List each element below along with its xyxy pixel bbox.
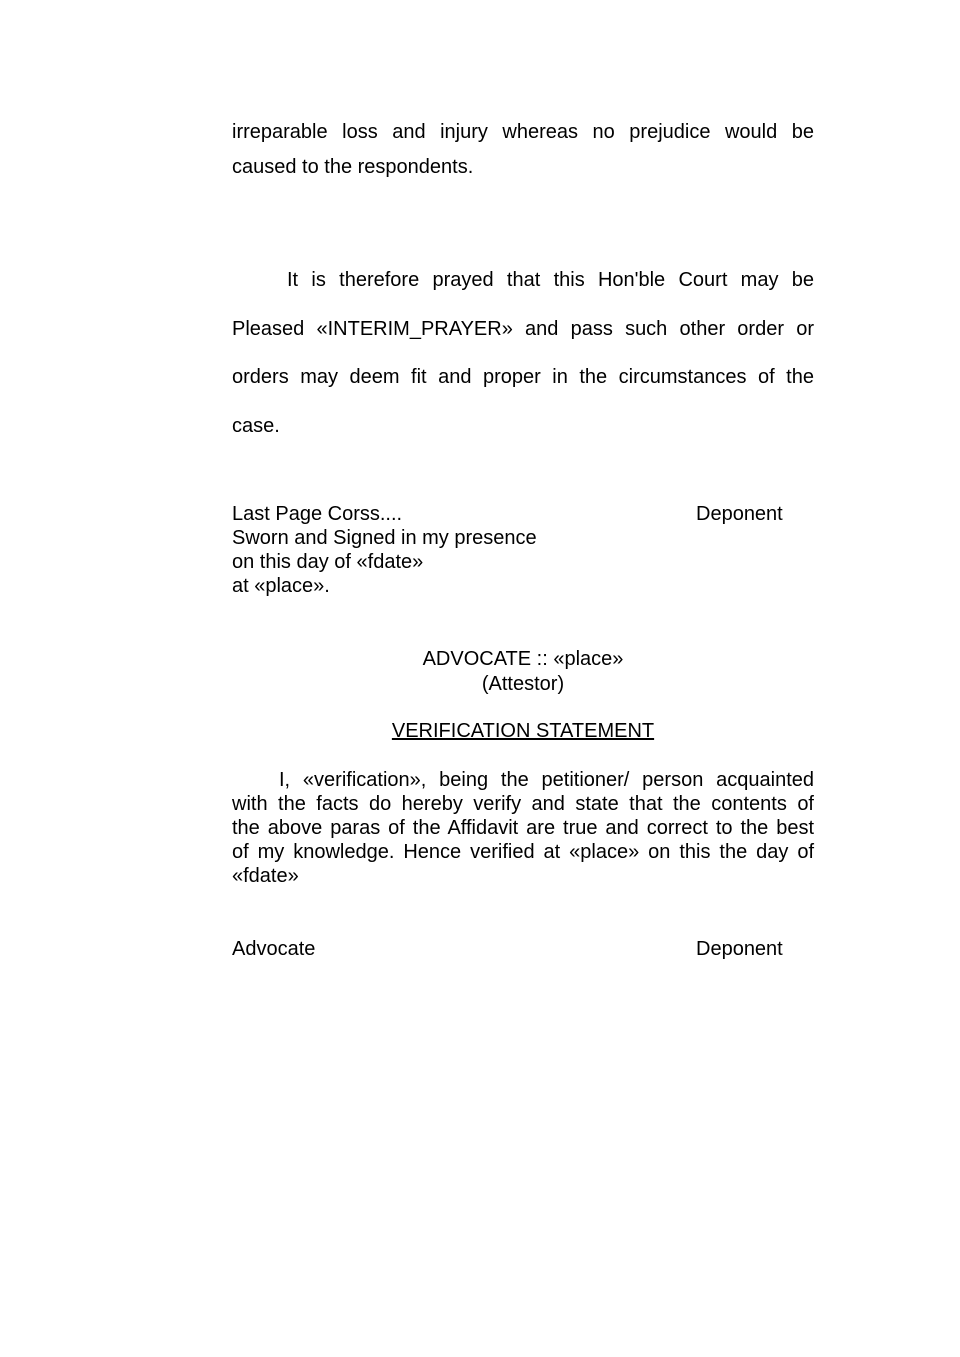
verification-title — [232, 719, 814, 743]
advocate-signature-label: Advocate — [232, 938, 316, 960]
text-line: case. — [232, 414, 280, 437]
text-line: «fdate» — [232, 865, 299, 887]
place-text: at «place». — [232, 575, 330, 597]
paragraph-prayer — [232, 256, 814, 450]
paragraph-irreparable-loss — [232, 115, 814, 185]
text-line: of my knowledge. Hence verified at «place» on this the day of — [232, 841, 814, 863]
text-line: I, «verification», being the petitioner/ person acquainted — [279, 769, 814, 791]
sworn-text: Sworn and Signed in my presence — [232, 527, 537, 549]
text-line: the above paras of the Affidavit are true and correct to the best — [232, 817, 814, 839]
verification-paragraph — [232, 768, 814, 888]
advocate-attestor-block — [232, 647, 814, 696]
deponent-signature-label: Deponent — [696, 938, 783, 960]
verification-title-text: VERIFICATION STATEMENT — [391, 720, 655, 742]
deponent-label: Deponent — [696, 503, 783, 525]
final-signature-block — [232, 937, 814, 961]
text-line: irreparable loss and injury whereas no prejudice would be — [232, 121, 814, 143]
text-line: It is therefore prayed that this Hon'ble Court may be — [287, 269, 814, 291]
text-line: Pleased «INTERIM_PRAYER» and pass such other order or — [232, 317, 814, 340]
text-line: with the facts do hereby verify and state that the contents of — [232, 793, 814, 815]
text-line: orders may deem fit and proper in the circumstances of the — [232, 366, 814, 388]
date-text: on this day of «fdate» — [232, 551, 424, 573]
last-page-label: Last Page Corss.... — [232, 503, 403, 525]
signature-block — [232, 502, 814, 598]
text-line: caused to the respondents. — [232, 156, 474, 178]
attestor-label: (Attestor) — [481, 672, 565, 695]
advocate-place: ADVOCATE :: «place» — [422, 648, 624, 670]
